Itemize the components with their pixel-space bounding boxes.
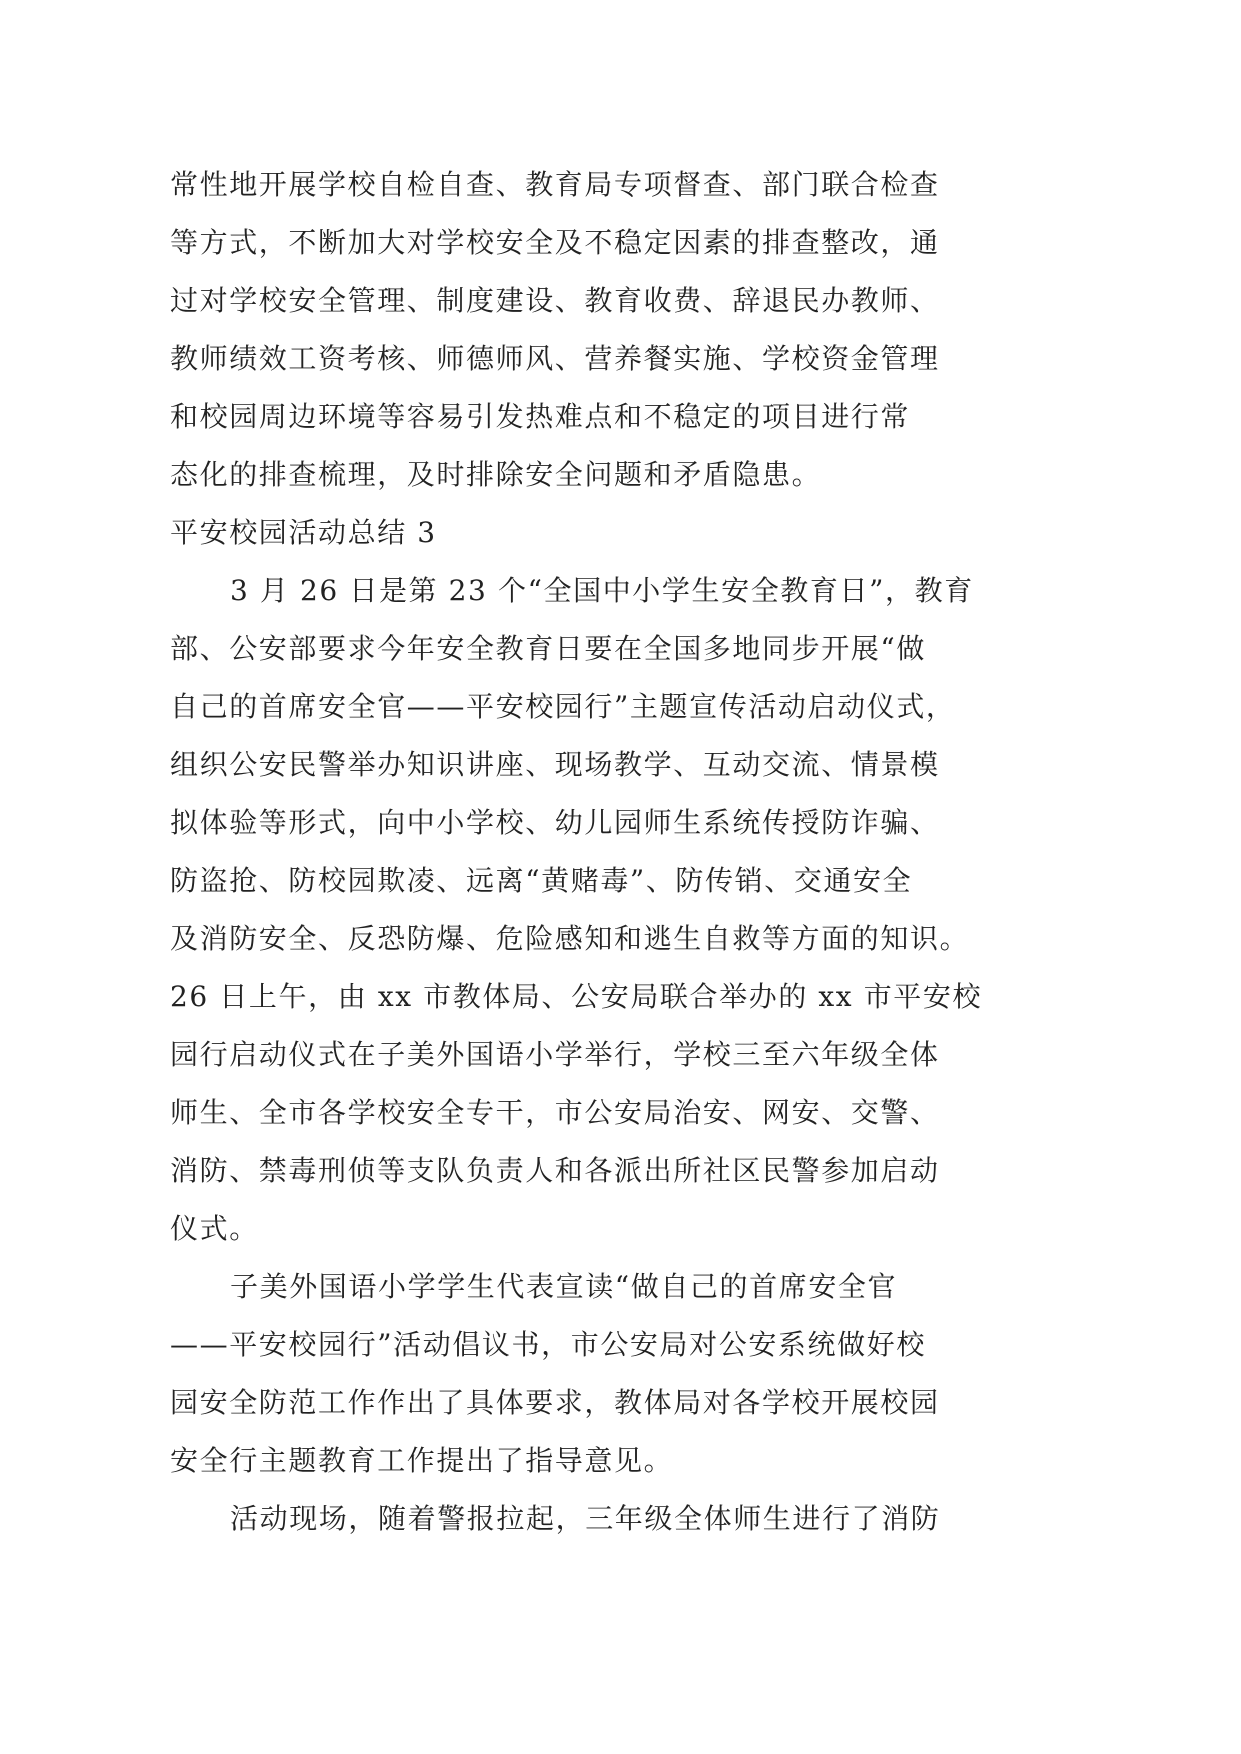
paragraph-line: 和校园周边环境等容易引发热难点和不稳定的项目进行常 — [170, 400, 911, 433]
paragraph-line: 自己的首席安全官——平安校园行”主题宣传活动启动仪式， — [170, 690, 956, 723]
paragraph-line: 防盗抢、防校园欺凌、远离“黄赌毒”、防传销、交通安全 — [170, 864, 913, 897]
paragraph-line: 常性地开展学校自检自查、教育局专项督查、部门联合检查 — [170, 168, 940, 201]
paragraph-line: 教师绩效工资考核、师德师风、营养餐实施、学校资金管理 — [170, 342, 940, 375]
paragraph-line: 部、公安部要求今年安全教育日要在全国多地同步开展“做 — [170, 632, 926, 665]
paragraph-line: 子美外国语小学学生代表宣读“做自己的首席安全官 — [230, 1270, 898, 1303]
paragraph — [170, 562, 1070, 1258]
paragraph-line: 园安全防范工作作出了具体要求，教体局对各学校开展校园 — [170, 1386, 940, 1419]
paragraph-line: 园行启动仪式在子美外国语小学举行，学校三至六年级全体 — [170, 1038, 940, 1071]
paragraph-line: 过对学校安全管理、制度建设、教育收费、辞退民办教师、 — [170, 284, 940, 317]
paragraph — [170, 1258, 1070, 1490]
paragraph — [170, 1490, 1070, 1548]
document-body — [170, 156, 1070, 1548]
paragraph-line: ——平安校园行”活动倡议书，市公安局对公安系统做好校 — [170, 1328, 926, 1361]
paragraph-line: 等方式，不断加大对学校安全及不稳定因素的排查整改，通 — [170, 226, 940, 259]
paragraph-line: 3 月 26 日是第 23 个“全国中小学生安全教育日”，教育 — [230, 574, 974, 607]
paragraph-line: 仪式。 — [170, 1212, 259, 1245]
paragraph-line: 活动现场，随着警报拉起，三年级全体师生进行了消防 — [230, 1502, 941, 1535]
paragraph — [170, 156, 1070, 504]
paragraph-line: 安全行主题教育工作提出了指导意见。 — [170, 1444, 674, 1477]
paragraph-line: 26 日上午，由 xx 市教体局、公安局联合举办的 xx 市平安校 — [170, 980, 983, 1013]
paragraph-line: 及消防安全、反恐防爆、危险感知和逃生自救等方面的知识。 — [170, 922, 970, 955]
paragraph-line: 组织公安民警举办知识讲座、现场教学、互动交流、情景模 — [170, 748, 940, 781]
paragraph-line: 消防、禁毒刑侦等支队负责人和各派出所社区民警参加启动 — [170, 1154, 940, 1187]
paragraph-line: 师生、全市各学校安全专干，市公安局治安、网安、交警、 — [170, 1096, 940, 1129]
paragraph-line: 态化的排查梳理，及时排除安全问题和矛盾隐患。 — [170, 458, 822, 491]
paragraph-line: 拟体验等形式，向中小学校、幼儿园师生系统传授防诈骗、 — [170, 806, 940, 839]
section-heading: 平安校园活动总结 3 — [170, 516, 437, 549]
